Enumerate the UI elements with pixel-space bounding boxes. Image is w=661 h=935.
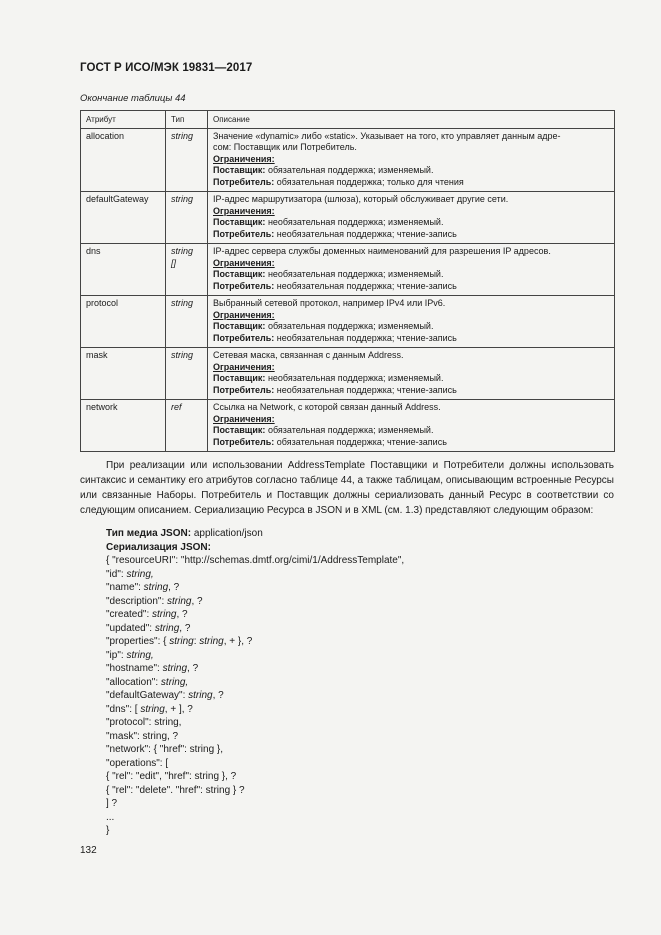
- provider-value: обязательная поддержка; изменяемый.: [265, 165, 434, 175]
- code-line: "dns": [ string, + ], ?: [106, 703, 193, 715]
- media-type-label: Тип медиа JSON:: [106, 528, 192, 539]
- description-text: сом: Поставщик или Потребитель.: [213, 142, 357, 152]
- column-header-description: Описание: [208, 111, 615, 129]
- code-line: "updated": string, ?: [106, 622, 191, 634]
- provider-constraint: [213, 165, 609, 177]
- attribute-cell: dns: [81, 244, 166, 296]
- json-serialization-block: [106, 527, 404, 838]
- serialization-heading: Сериализация JSON:: [106, 541, 211, 553]
- provider-constraint: [213, 373, 609, 385]
- table-row: [81, 348, 615, 400]
- description-cell: [208, 244, 615, 296]
- code-line: "description": string, ?: [106, 595, 203, 607]
- code-line: "operations": [: [106, 757, 169, 769]
- constraints-heading: Ограничения:: [213, 205, 275, 216]
- code-line: "hostname": string, ?: [106, 663, 199, 674]
- provider-constraint: [213, 269, 609, 281]
- table-row: [81, 244, 615, 296]
- table-row: [81, 128, 615, 192]
- provider-constraint: [213, 425, 609, 437]
- code-line: { "rel": "delete". "href": string } ?: [106, 784, 245, 796]
- attribute-cell: protocol: [81, 296, 166, 348]
- media-type-value: application/json: [191, 528, 263, 539]
- constraints-heading: Ограничения:: [213, 257, 275, 268]
- table-row: [81, 192, 615, 244]
- type-cell: string: [166, 128, 208, 192]
- provider-label: Поставщик:: [213, 373, 266, 383]
- code-line: "protocol": string,: [106, 717, 182, 728]
- attributes-table: [80, 110, 615, 452]
- code-line: { "resourceURI": "http://schemas.dmtf.org/cimi/1/AddressTemplate",: [106, 555, 405, 566]
- consumer-label: Потребитель:: [213, 280, 275, 291]
- description-text: Сетевая маска, связанная с данным Address.: [213, 350, 404, 360]
- consumer-constraint: [213, 281, 609, 293]
- description-text: IP-адрес маршрутизатора (шлюза), который обслуживает другие сети.: [213, 194, 509, 204]
- code-line: "name": string, ?: [106, 582, 180, 593]
- consumer-value: необязательная поддержка; чтение-запись: [274, 228, 457, 239]
- body-paragraph: При реализации или использовании AddressTemplate Поставщики и Потребители должны использовать синтаксис и семантику его атрибутов согласно таблице 44, а также таблицам, описывающим встроенные Ресурсы или связанные Наборы. Потребитель и Поставщик должны сериализовать данный Ресурс в соответствии со следующим описанием. Сериализацию Ресурса в JSON и в XML (см. 1.3) представляют следующим образом:: [80, 460, 614, 516]
- consumer-constraint: [213, 385, 609, 397]
- description-cell: [208, 348, 615, 400]
- provider-label: Поставщик:: [213, 321, 266, 331]
- code-line: "properties": { string: string, + }, ?: [106, 636, 253, 647]
- description-text: Выбранный сетевой протокол, например IPv4 или IPv6.: [213, 298, 446, 308]
- provider-value: необязательная поддержка; изменяемый.: [265, 217, 444, 227]
- consumer-constraint: [213, 177, 609, 189]
- type-cell: string: [166, 296, 208, 348]
- table-row: [81, 296, 615, 348]
- standard-header: ГОСТ Р ИСО/МЭК 19831—2017: [80, 62, 253, 74]
- column-header-attribute: Атрибут: [81, 111, 166, 129]
- attribute-cell: mask: [81, 348, 166, 400]
- constraints-heading: Ограничения:: [213, 361, 275, 372]
- table-caption: Окончание таблицы 44: [80, 93, 186, 104]
- code-line: ] ?: [106, 798, 118, 809]
- code-line: "defaultGateway": string, ?: [106, 690, 224, 701]
- description-text: Ссылка на Network, с которой связан данный Address.: [213, 402, 441, 412]
- code-line: "created": string, ?: [106, 609, 188, 620]
- media-type-line: [106, 527, 404, 541]
- consumer-value: необязательная поддержка; чтение-запись: [274, 280, 457, 291]
- description-text: IP-адрес сервера службы доменных наименований для разрешения IP адресов.: [213, 246, 551, 256]
- consumer-label: Потребитель:: [213, 228, 275, 239]
- consumer-value: необязательная поддержка; чтение-запись: [274, 384, 457, 395]
- consumer-value: обязательная поддержка; только для чтения: [274, 176, 464, 187]
- code-line: "mask": string, ?: [106, 730, 179, 742]
- attribute-cell: defaultGateway: [81, 192, 166, 244]
- type-cell: string []: [166, 244, 208, 296]
- provider-label: Поставщик:: [213, 165, 266, 175]
- attribute-cell: allocation: [81, 128, 166, 192]
- attribute-cell: network: [81, 400, 166, 452]
- consumer-label: Потребитель:: [213, 176, 275, 187]
- code-line: "id": string,: [106, 568, 154, 580]
- constraints-heading: Ограничения:: [213, 153, 275, 164]
- description-cell: [208, 296, 615, 348]
- type-cell: ref: [166, 400, 208, 452]
- constraints-heading: Ограничения:: [213, 413, 275, 424]
- code-line: "allocation": string,: [106, 676, 189, 688]
- consumer-constraint: [213, 437, 609, 449]
- type-cell: string: [166, 192, 208, 244]
- provider-value: необязательная поддержка; изменяемый.: [265, 373, 444, 383]
- constraints-heading: Ограничения:: [213, 309, 275, 320]
- consumer-label: Потребитель:: [213, 384, 275, 395]
- consumer-label: Потребитель:: [213, 436, 275, 447]
- consumer-constraint: [213, 229, 609, 241]
- code-line: ...: [106, 811, 115, 823]
- description-cell: [208, 192, 615, 244]
- consumer-value: необязательная поддержка; чтение-запись: [274, 332, 457, 343]
- provider-value: обязательная поддержка; изменяемый.: [265, 425, 434, 435]
- column-header-type: Тип: [166, 111, 208, 129]
- type-cell: string: [166, 348, 208, 400]
- code-line: }: [106, 825, 110, 836]
- consumer-constraint: [213, 333, 609, 345]
- consumer-label: Потребитель:: [213, 332, 275, 343]
- provider-label: Поставщик:: [213, 217, 266, 227]
- code-line: "network": { "href": string },: [106, 744, 224, 755]
- description-cell: [208, 128, 615, 192]
- provider-constraint: [213, 217, 609, 229]
- provider-label: Поставщик:: [213, 269, 266, 279]
- provider-value: необязательная поддержка; изменяемый.: [265, 269, 444, 279]
- consumer-value: обязательная поддержка; чтение-запись: [274, 436, 447, 447]
- description-cell: [208, 400, 615, 452]
- provider-label: Поставщик:: [213, 425, 266, 435]
- table-row: [81, 400, 615, 452]
- provider-constraint: [213, 321, 609, 333]
- code-line: "ip": string,: [106, 649, 154, 661]
- page-number: 132: [80, 845, 97, 856]
- provider-value: обязательная поддержка; изменяемый.: [265, 321, 434, 331]
- table-header-row: [81, 111, 615, 129]
- code-line: { "rel": "edit", "href": string }, ?: [106, 771, 237, 782]
- description-text: Значение «dynamic» либо «static». Указывает на того, кто управляет данным адре-: [213, 130, 561, 141]
